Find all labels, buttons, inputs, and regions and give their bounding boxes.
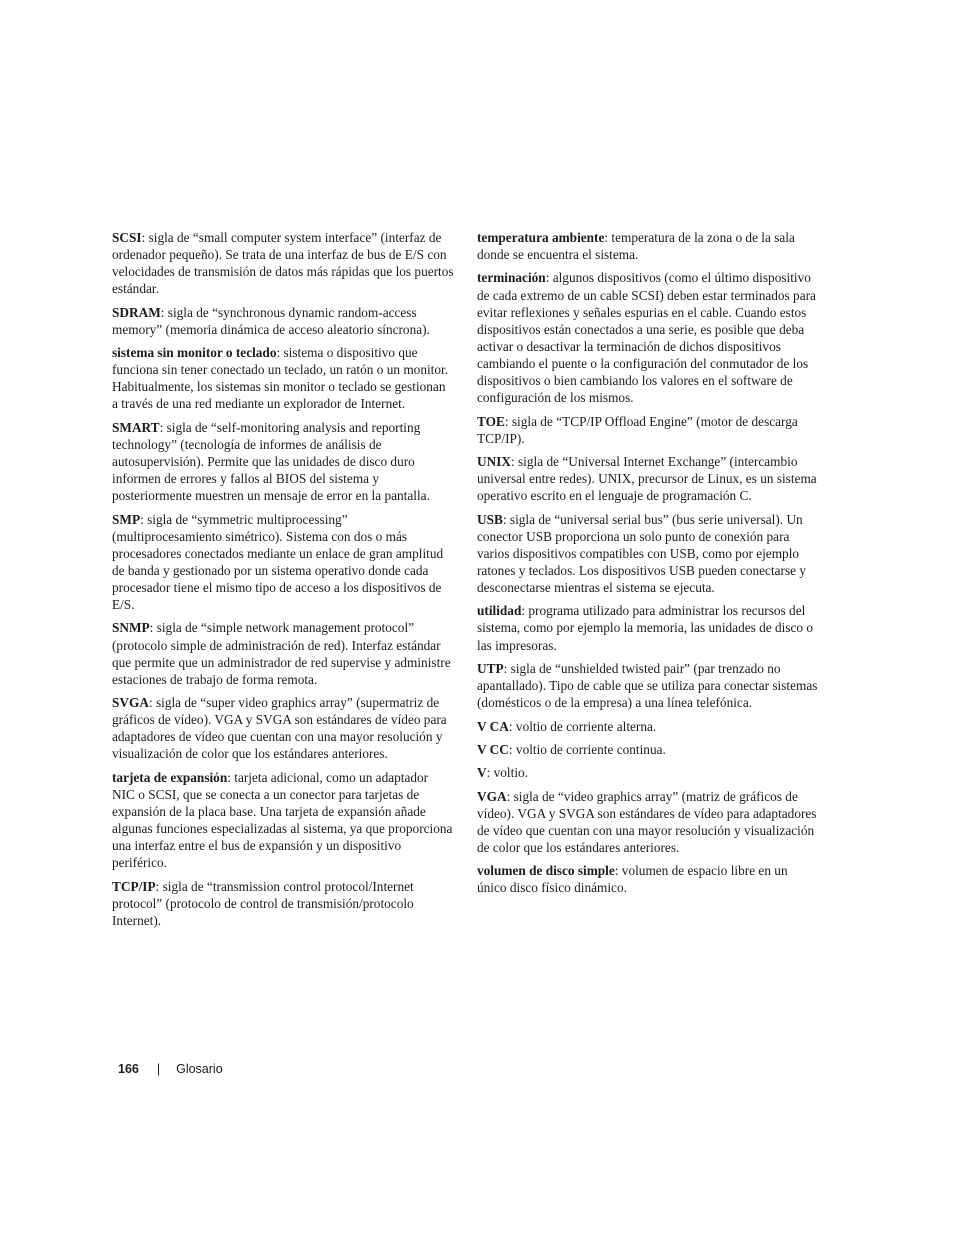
glossary-definition: : tarjeta adicional, como un adaptador NIC o SCSI, que se conecta a un conector para tarjetas de expansión de la placa base. Una tarjeta de expansión añade algunas funciones especializadas al sistema, ya que proporciona una interfaz entre el bus de expansión y un dispositivo periférico. [112,769,453,871]
glossary-entry [112,619,454,687]
glossary-definition: : sigla de “Universal Internet Exchange” (intercambio universal entre redes). UNIX, precursor de Linux, es un sistema operativo escrito en el lenguaje de programación C. [477,454,817,504]
glossary-term: tarjeta de expansión [112,769,228,785]
glossary-definition: : sigla de “small computer system interface” (interfaz de ordenador pequeño). Se trata de una interfaz de bus de E/S con velocidades de transmisión de datos más rápidas que los puertos estándar. [112,230,454,297]
glossary-entry [112,229,454,297]
glossary-term: SMART [112,419,160,435]
glossary-term: VGA [477,788,507,804]
glossary-term: TOE [477,413,505,429]
glossary-term: sistema sin monitor o teclado [112,345,277,361]
glossary-definition: : sigla de “synchronous dynamic random-access memory” (memoria dinámica de acceso aleatorio síncrona). [112,304,430,337]
glossary-term: UTP [477,660,504,676]
glossary-definition: : sigla de “transmission control protocol/Internet protocol” (protocolo de control de transmisión/protocolo Internet). [112,878,414,928]
glossary-definition: : sigla de “video graphics array” (matriz de gráficos de vídeo). VGA y SVGA son estándares de vídeo para adaptadores de vídeo que cuentan con una mayor resolución y visualización de color que los estándares anteriores. [477,788,817,855]
glossary-entry [477,741,819,758]
glossary-definition: : volumen de espacio libre en un único disco físico dinámico. [477,863,788,896]
glossary-entry [477,718,819,735]
glossary-definition: : sigla de “super video graphics array” (supermatriz de gráficos de vídeo). VGA y SVGA son estándares de vídeo para adaptadores de vídeo que cuentan con una mayor resolución y visualización de color que los estándares anteriores. [112,695,447,762]
glossary-entry [477,788,819,856]
glossary-entry [112,344,454,412]
glossary-term: terminación [477,270,546,286]
glossary-definition: : sigla de “TCP/IP Offload Engine” (motor de descarga TCP/IP). [477,413,798,446]
glossary-term: SCSI [112,230,142,245]
glossary-entry [477,413,819,447]
page-number: 166 [118,1062,139,1076]
glossary-term: SNMP [112,620,150,636]
glossary-term: V [477,765,487,781]
glossary-definition: : sigla de “universal serial bus” (bus serie universal). Un conector USB proporciona un solo punto de conexión para varios dispositivos compatibles con USB, como por ejemplo ratones y teclados. Los dispositivos USB pueden conectarse y desconectarse mientras el sistema se ejecuta. [477,511,807,595]
section-title: Glosario [176,1062,223,1076]
glossary-entry [477,453,819,504]
glossary-term: SVGA [112,695,149,711]
glossary-term: UNIX [477,454,511,470]
glossary-entry [477,862,819,896]
glossary-entry [477,660,819,711]
glossary-term: SDRAM [112,304,161,320]
glossary-term: TCP/IP [112,878,156,894]
glossary-definition: : voltio de corriente alterna. [508,718,657,734]
glossary-entry [112,304,454,338]
glossary-definition: : algunos dispositivos (como el último dispositivo de cada extremo de un cable SCSI) deben estar terminados para evitar reflexiones y señales espurias en el cable. Cuando estos dispositivos están conectados a una serie, es posible que deba activar o desactivar la terminación de dichos dispositivos cambiando el puente o la configuración del conmutador de los dispositivos o bien cambiando los valores en el software de configuración de los mismos. [477,270,816,406]
glossary-entry [112,878,454,929]
glossary-entry [112,511,454,614]
glossary-entry [477,764,819,781]
glossary-entry [477,511,819,596]
glossary-definition: : sistema o dispositivo que funciona sin tener conectado un teclado, un ratón o un monitor. Habitualmente, los sistemas sin monitor o teclado se gestionan a través de una red mediante un explorador de Internet. [112,345,449,412]
footer-separator: | [156,1062,161,1076]
glossary-definition: : voltio. [486,765,528,781]
glossary-definition: : sigla de “unshielded twisted pair” (par trenzado no apantallado). Tipo de cable que se utiliza para conectar sistemas (domésticos o de la empresa) a una línea telefónica. [477,660,818,711]
glossary-entry [112,769,454,872]
glossary-right-column [477,229,819,903]
glossary-definition: : sigla de “self-monitoring analysis and reporting technology” (tecnología de informes de análisis de autosupervisión). Permite que las unidades de disco duro informen de errores y fallos al BIOS del sistema y posteriormente muestren un mensaje de error en la pantalla. [112,419,430,504]
glossary-left-column [112,229,454,935]
glossary-definition: : sigla de “simple network management protocol” (protocolo simple de administración de red). Interfaz estándar que permite que un administrador de red supervise y administre estaciones de trabajo de forma remota. [112,620,451,687]
glossary-entry [112,419,454,504]
glossary-term: SMP [112,511,141,527]
glossary-term: V CA [477,718,509,734]
glossary-entry [112,694,454,762]
glossary-term: USB [477,511,503,527]
glossary-entry [477,269,819,406]
glossary-definition: : voltio de corriente continua. [508,741,666,757]
glossary-definition: : temperatura de la zona o de la sala donde se encuentra el sistema. [477,230,795,263]
glossary-entry [477,602,819,653]
glossary-definition: : sigla de “symmetric multiprocessing” (multiprocesamiento simétrico). Sistema con dos o más procesadores conectados mediante un enlace de gran amplitud de banda y gestionado por un sistema operativo donde cada procesador tiene el mismo tipo de acceso a los dispositivos de E/S. [112,511,444,613]
glossary-term: utilidad [477,603,522,619]
glossary-term: temperatura ambiente [477,230,605,245]
glossary-definition: : programa utilizado para administrar los recursos del sistema, como por ejemplo la memoria, las unidades de disco o las impresoras. [477,603,814,653]
glossary-term: volumen de disco simple [477,863,615,879]
page-footer [118,1062,223,1076]
glossary-term: V CC [477,741,509,757]
glossary-entry [477,229,819,263]
